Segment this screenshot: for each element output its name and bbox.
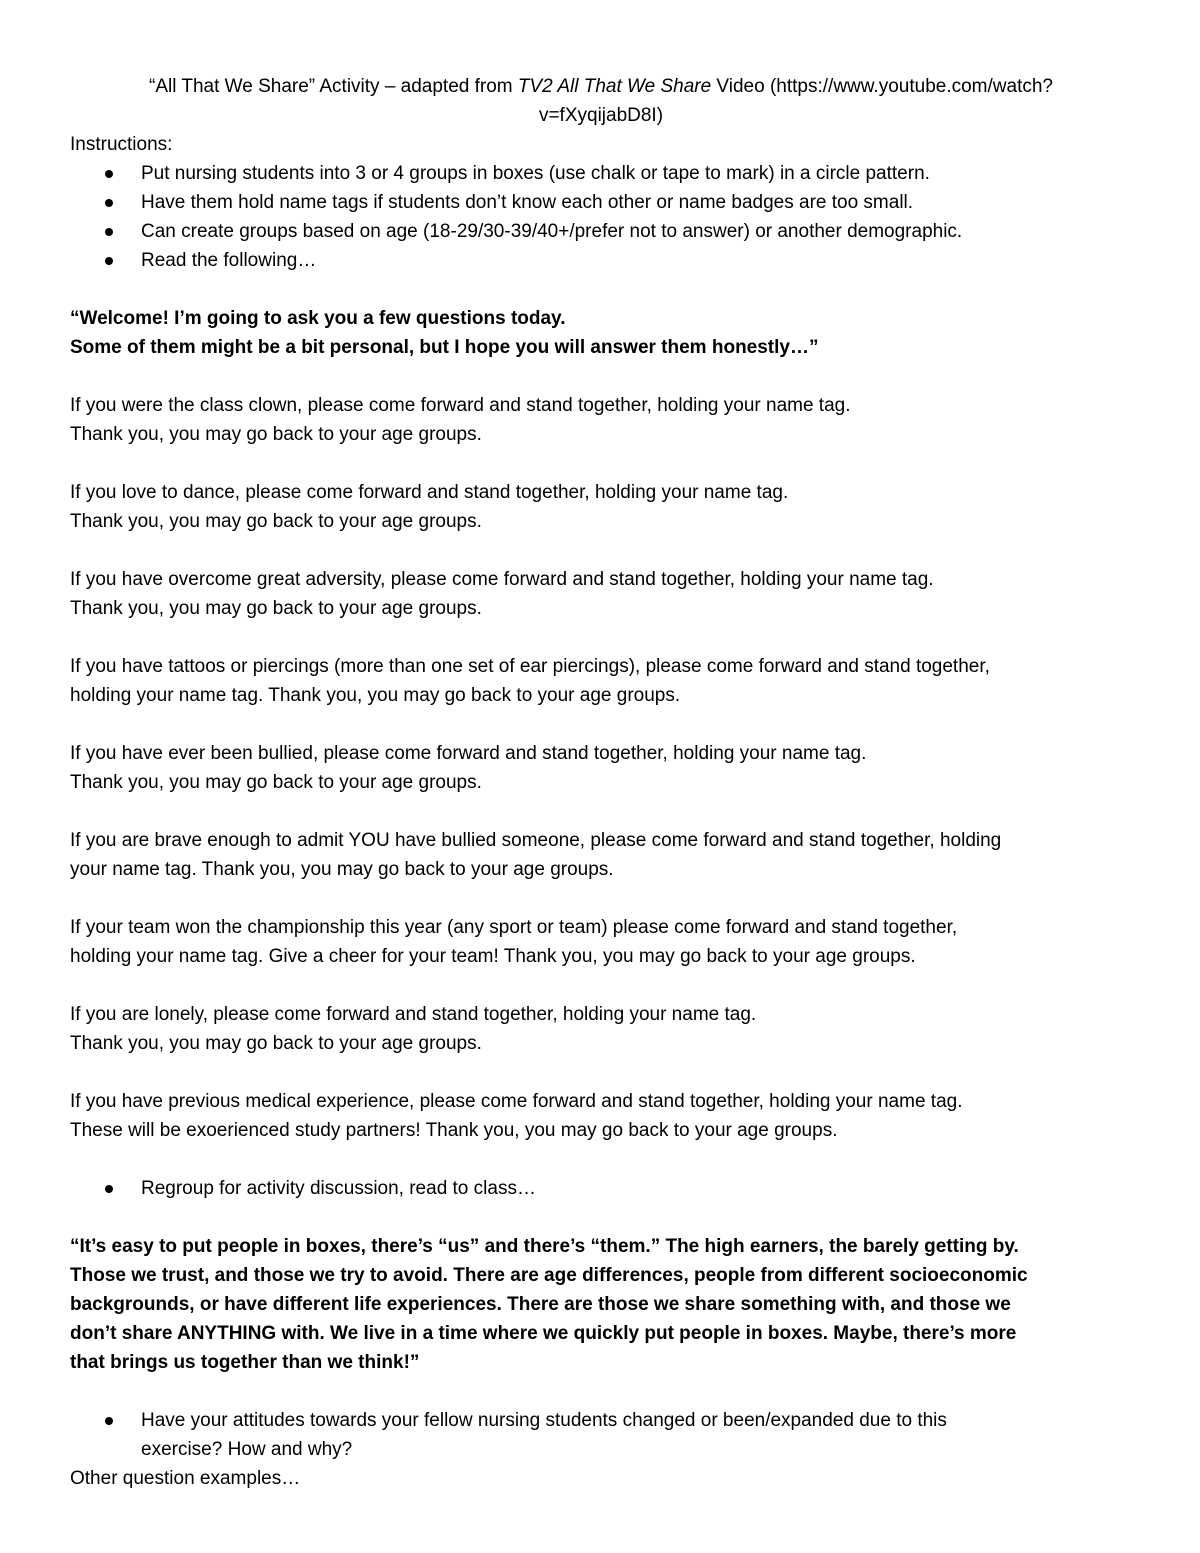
prompt-line: If you have overcome great adversity, please come forward and stand together, holding your name tag. [70, 569, 934, 590]
instructions-label: Instructions: [70, 134, 173, 155]
document-title [70, 72, 1132, 130]
regroup-list [70, 1174, 1132, 1203]
prompt-paragraph [70, 652, 1132, 710]
title-video-name: TV2 All That We Share [517, 76, 712, 97]
list-item [70, 188, 1132, 217]
other-examples-label: Other question examples… [70, 1468, 301, 1489]
prompt-paragraph [70, 391, 1132, 449]
bullet-icon [105, 257, 113, 265]
prompt-paragraph [70, 739, 1132, 797]
list-item [70, 1174, 1132, 1203]
prompt-paragraph [70, 1000, 1132, 1058]
list-item [70, 246, 1132, 275]
prompt-line: Thank you, you may go back to your age groups. [70, 424, 482, 445]
closing-line: “It’s easy to put people in boxes, there’s “us” and there’s “them.” The high earners, the barely getting by. [70, 1236, 1019, 1257]
prompt-line: If you love to dance, please come forward and stand together, holding your name tag. [70, 482, 789, 503]
title-text: “All That We Share” Activity – adapted from [149, 76, 518, 97]
prompt-line: Thank you, you may go back to your age groups. [70, 1033, 482, 1054]
bullet-icon [105, 228, 113, 236]
list-item-text: Put nursing students into 3 or 4 groups in boxes (use chalk or tape to mark) in a circle pattern. [141, 163, 930, 184]
list-item-text: exercise? How and why? [141, 1439, 353, 1460]
list-item [70, 217, 1132, 246]
instructions-list [70, 159, 1132, 275]
list-item-text: Can create groups based on age (18-29/30-39/40+/prefer not to answer) or another demographic. [141, 221, 963, 242]
prompt-line: If you are lonely, please come forward and stand together, holding your name tag. [70, 1004, 757, 1025]
bullet-icon [105, 170, 113, 178]
prompt-line: If you have tattoos or piercings (more than one set of ear piercings), please come forward and stand together, [70, 656, 990, 677]
prompt-line: If you have previous medical experience, please come forward and stand together, holding your name tag. [70, 1091, 963, 1112]
prompt-line: Thank you, you may go back to your age groups. [70, 772, 482, 793]
prompt-line: your name tag. Thank you, you may go back to your age groups. [70, 859, 614, 880]
prompt-line: If you were the class clown, please come forward and stand together, holding your name tag. [70, 395, 851, 416]
title-url-start: Video (https://www.youtube.com/watch? [711, 76, 1053, 97]
prompt-line: Thank you, you may go back to your age groups. [70, 598, 482, 619]
prompt-paragraph [70, 478, 1132, 536]
prompt-line: holding your name tag. Give a cheer for your team! Thank you, you may go back to your age groups. [70, 946, 916, 967]
document-page [70, 72, 1132, 1493]
prompt-paragraph [70, 565, 1132, 623]
prompt-line: If you have ever been bullied, please come forward and stand together, holding your name tag. [70, 743, 867, 764]
closing-line: don’t share ANYTHING with. We live in a time where we quickly put people in boxes. Maybe, there’s more [70, 1323, 1017, 1344]
closing-script [70, 1232, 1132, 1377]
list-item-text: Regroup for activity discussion, read to class… [141, 1178, 536, 1199]
bullet-icon [105, 199, 113, 207]
prompt-line: Thank you, you may go back to your age groups. [70, 511, 482, 532]
discussion-list [70, 1406, 1132, 1464]
list-item [70, 159, 1132, 188]
list-item-text: Read the following… [141, 250, 317, 271]
bullet-icon [105, 1185, 113, 1193]
list-item-text: Have them hold name tags if students don’t know each other or name badges are too small. [141, 192, 914, 213]
prompt-line: If your team won the championship this year (any sport or team) please come forward and stand together, [70, 917, 958, 938]
closing-line: backgrounds, or have different life experiences. There are those we share something with, and those we [70, 1294, 1011, 1315]
list-item-text: Have your attitudes towards your fellow nursing students changed or been/expanded due to this [141, 1410, 947, 1431]
prompt-paragraph [70, 826, 1132, 884]
prompt-line: holding your name tag. Thank you, you may go back to your age groups. [70, 685, 681, 706]
prompt-line: If you are brave enough to admit YOU have bullied someone, please come forward and stand together, holding [70, 830, 1002, 851]
welcome-line: “Welcome! I’m going to ask you a few questions today. [70, 308, 566, 329]
list-item [70, 1406, 1132, 1464]
title-url-end: v=fXyqijabD8I) [538, 105, 664, 126]
prompt-paragraph [70, 913, 1132, 971]
prompt-paragraph [70, 1087, 1132, 1145]
closing-line: that brings us together than we think!” [70, 1352, 420, 1373]
welcome-line: Some of them might be a bit personal, but I hope you will answer them honestly…” [70, 337, 819, 358]
closing-line: Those we trust, and those we try to avoid. There are age differences, people from different socioeconomic [70, 1265, 1028, 1286]
welcome-script [70, 304, 1132, 362]
prompt-line: These will be exoerienced study partners! Thank you, you may go back to your age groups. [70, 1120, 838, 1141]
bullet-icon [105, 1417, 113, 1425]
